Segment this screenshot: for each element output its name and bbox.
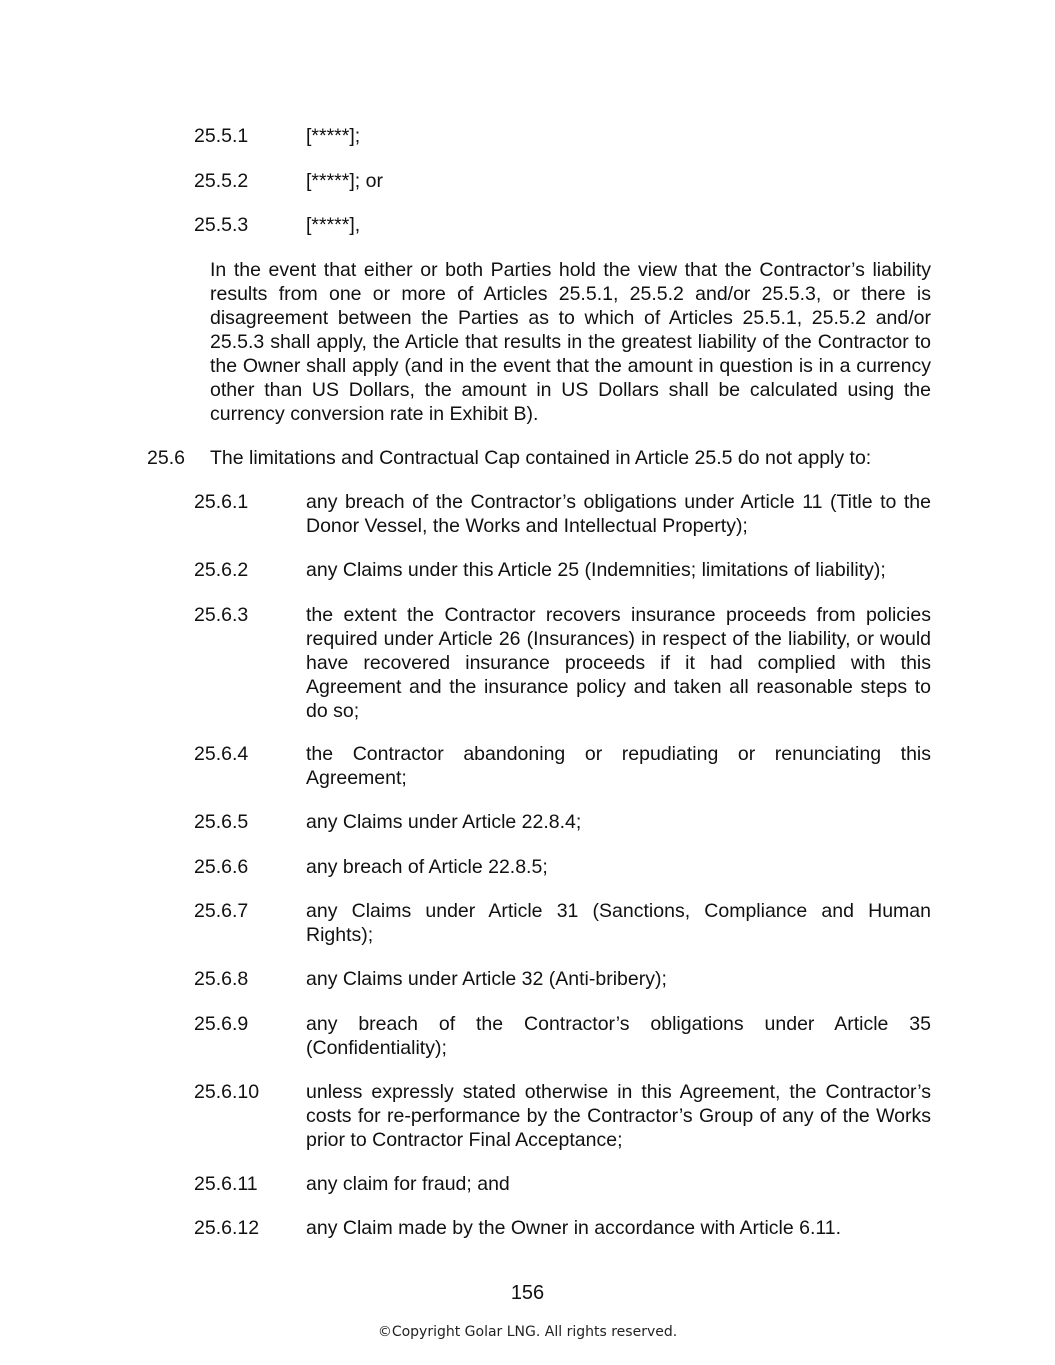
item-number: 25.6.11 xyxy=(194,1173,258,1195)
item-text: any claim for fraud; and xyxy=(306,1173,510,1195)
item-number: 25.6.8 xyxy=(194,968,249,990)
page-number: 156 xyxy=(510,1282,545,1304)
item-text: [*****]; or xyxy=(306,170,383,192)
section-number: 25.6 xyxy=(147,447,185,469)
item-number: 25.6.7 xyxy=(194,900,249,922)
item-text: any Claims under Article 32 (Anti-bribery); xyxy=(306,968,667,990)
item-number: 25.6.1 xyxy=(194,491,249,513)
item-text: any Claims under Article 22.8.4; xyxy=(306,811,582,833)
item-text: any breach of Article 22.8.5; xyxy=(306,856,548,878)
item-number: 25.5.1 xyxy=(194,125,249,147)
item-number: 25.5.2 xyxy=(194,170,249,192)
item-text: the Contractor abandoning or repudiating or renunciating this Agreement; xyxy=(306,743,931,789)
item-number: 25.6.9 xyxy=(194,1013,249,1035)
item-number: 25.6.4 xyxy=(194,743,249,765)
item-number: 25.6.3 xyxy=(194,604,249,626)
item-text: unless expressly stated otherwise in this Agreement, the Contractor’s costs for re-performance by the Contractor’s Group of any of the Works prior to Contractor Final Acceptance; xyxy=(306,1081,931,1151)
item-text: the extent the Contractor recovers insurance proceeds from policies required under Article 26 (Insurances) in respect of the liability, or would have recovered insurance proceeds if it had complied with this Agreement and the insurance policy and taken all reasonable steps to do so; xyxy=(306,604,931,722)
item-number: 25.6.10 xyxy=(194,1081,260,1103)
item-text: [*****], xyxy=(306,214,361,236)
item-text: any Claim made by the Owner in accordance with Article 6.11. xyxy=(306,1217,842,1239)
item-number: 25.6.6 xyxy=(194,856,249,878)
item-number: 25.6.5 xyxy=(194,811,249,833)
item-text: any breach of the Contractor’s obligations under Article 11 (Title to the Donor Vessel, the Works and Intellectual Property); xyxy=(306,491,931,537)
copyright-notice: ©Copyright Golar LNG. All rights reserved. xyxy=(377,1324,678,1340)
section-text: The limitations and Contractual Cap contained in Article 25.5 do not apply to: xyxy=(210,447,872,469)
paragraph-25-5: In the event that either or both Parties hold the view that the Contractor’s liability results from one or more of Articles 25.5.1, 25.5.2 and/or 25.5.3, or there is disagreement between the Parties as to which of Articles 25.5.1, 25.5.2 and/or 25.5.3 shall apply, the Article that results in the greatest liability of the Contractor to the Owner shall apply (and in the event that the amount in question is in a currency other than US Dollars, the amount in US Dollars shall be calculated using the currency conversion rate in Exhibit B). xyxy=(210,259,931,425)
item-text: [*****]; xyxy=(306,125,361,147)
item-number: 25.6.12 xyxy=(194,1217,260,1239)
item-number: 25.6.2 xyxy=(194,559,249,581)
item-text: any Claims under this Article 25 (Indemnities; limitations of liability); xyxy=(306,559,886,581)
item-text: any breach of the Contractor’s obligations under Article 35 (Confidentiality); xyxy=(306,1013,931,1059)
item-number: 25.5.3 xyxy=(194,214,249,236)
item-text: any Claims under Article 31 (Sanctions, Compliance and Human Rights); xyxy=(306,900,931,946)
